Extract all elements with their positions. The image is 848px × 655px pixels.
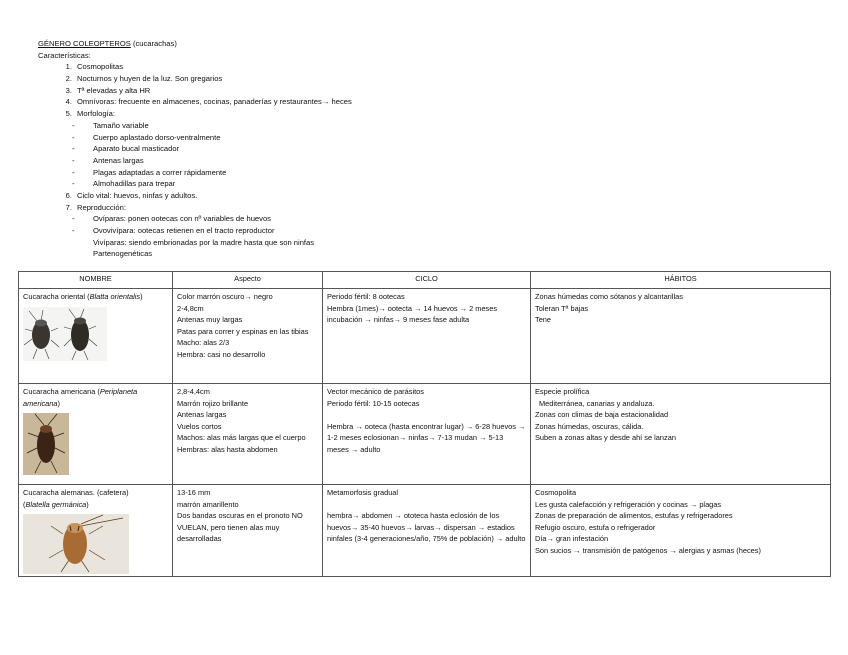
habitos-line: Les gusta calefacción y refrigeración y cocinas → plagas [535, 499, 722, 509]
sub-item: - Tamaño variable [72, 120, 149, 130]
habitos-line: Zonas húmedas, oscuras, cálida. [535, 421, 644, 431]
list-item [38, 96, 352, 108]
header-habitos: HÁBITOS [531, 272, 831, 289]
sub-item-text: Ovovivípara: ootecas retienen en el tracto reproductor [93, 226, 275, 235]
habitos-line: Son sucios → transmisión de patógenos → alergias y asmas (heces) [535, 545, 761, 555]
list-item [38, 85, 177, 97]
habitos-line: Especie prolífica [535, 387, 590, 396]
cell-ciclo [323, 384, 531, 485]
item-text: Nocturnos y huyen de la luz. Son gregarios [77, 74, 223, 84]
aspecto-line: Antenas largas [177, 410, 227, 420]
item-number: 5. [65, 109, 72, 119]
habitos-line: Refugio oscuro, estufa o refrigerador [535, 522, 656, 532]
cell-habitos [531, 485, 831, 577]
species-name: Cucaracha americana (Periplaneta americana) [23, 387, 138, 408]
ciclo-line: Periodo fértil: 8 ootecas [327, 292, 405, 301]
item-number: 2. [65, 74, 72, 84]
cell-ciclo [323, 485, 531, 577]
ciclo-line: hembra→ abdomen → ototeca hasta eclosión de los huevos→ 35-40 huevos→ larvas→ dispersan → estadios ninfales (3-4 generaciones/año, 75% de población) → adulto [327, 511, 526, 544]
sub-item-text: Partenogenéticas [93, 249, 153, 259]
sub-item: - Cuerpo aplastado dorso-ventralmente [72, 132, 221, 142]
sub-item: - Plagas adaptadas a correr rápidamente [72, 167, 227, 177]
cell-aspecto [173, 384, 323, 485]
species-name: Cucaracha oriental (Blatta orientalis) [23, 292, 143, 301]
cell-ciclo [323, 289, 531, 384]
table-row [19, 485, 831, 577]
cell-habitos [531, 384, 831, 485]
table-header-row [19, 272, 831, 289]
ciclo-line: Metamorfosis gradual [327, 488, 399, 497]
doc-title [38, 38, 177, 50]
aspecto-line: Hembra: casi no desarrollo [177, 349, 266, 359]
sub-item: - Aparato bucal masticador [72, 144, 180, 154]
title-suffix: (cucarachas) [130, 39, 177, 48]
sub-item: - Ovíparas: ponen ootecas con nº variables de huevos [72, 214, 271, 224]
item-number: 3. [65, 85, 72, 95]
habitos-line: Zonas húmedas como sótanos y alcantarillas [535, 292, 683, 301]
characteristics-heading: Características: [38, 50, 91, 60]
german-cockroach-photo [23, 514, 129, 574]
cockroach-table [18, 271, 831, 577]
habitos-line: Suben a zonas altas y desde ahí se lanzan [535, 433, 676, 443]
sub-item-text: Vivíparas: siendo embrionadas por la madre hasta que son ninfas [93, 237, 315, 247]
aspecto-line: 2,8-4,4cm [177, 387, 210, 396]
item-number: 7. [65, 202, 72, 212]
item-text: Cosmopolitas [77, 62, 124, 72]
habitos-line: Zonas de preparación de alimentos, estufas y refrigeradores [535, 511, 733, 521]
oriental-cockroach-photo [23, 307, 107, 361]
species-name: Cucaracha alemanas. (cafetera) (Blatella germánica) [23, 488, 129, 509]
sub-item-text: Tamaño variable [93, 120, 149, 130]
sub-item [38, 237, 315, 249]
aspecto-line: Macho: alas 2/3 [177, 338, 230, 348]
ciclo-line: Vector mecánico de parásitos [327, 387, 424, 396]
sub-item: - Ovovivípara: ootecas retienen en el tracto reproductor [72, 226, 275, 235]
sub-item [38, 248, 177, 260]
sub-item-text: Antenas largas [93, 155, 144, 165]
header-nombre: NOMBRE [19, 272, 173, 289]
item-number: 4. [65, 97, 72, 107]
aspecto-line: Patas para correr y espinas en las tibias [177, 326, 309, 336]
aspecto-line: marrón amarillento [177, 499, 239, 509]
habitos-line: Cosmopolita [535, 488, 577, 497]
cell-nombre [19, 384, 173, 485]
sub-item-text: Aparato bucal masticador [93, 144, 180, 154]
cell-habitos [531, 289, 831, 384]
item-number: 1. [65, 62, 72, 72]
list-item [38, 73, 223, 85]
aspecto-line: Vuelos cortos [177, 421, 222, 431]
habitos-line: Tene [535, 315, 552, 325]
header-ciclo: CICLO [323, 272, 531, 289]
header-aspecto: Aspecto [173, 272, 323, 289]
cell-nombre [19, 289, 173, 384]
title-text: GÉNERO COLEOPTEROS [38, 39, 131, 48]
sub-item-text: Almohadillas para trepar [93, 179, 176, 189]
ciclo-line: Hembra (1mes)→ ootecta → 14 huevos → 2 meses incubación → ninfas→ 9 meses fase adulta [327, 303, 498, 325]
cell-nombre [19, 485, 173, 577]
table-row [19, 384, 831, 485]
item-text: Reproducción: [77, 202, 126, 212]
list-item [38, 202, 177, 214]
item-text: Tª elevadas y alta HR [77, 85, 151, 95]
habitos-line: Mediterránea, canarias y andaluza. [539, 398, 655, 408]
item-text: Ciclo vital: huevos, ninfas y adultos. [77, 190, 198, 200]
item-text: Omnívoras: frecuente en almacenes, cocinas, panaderías y restaurantes→ heces [77, 97, 352, 107]
item-text: Morfología: [77, 109, 115, 119]
sub-item: - Antenas largas [72, 155, 144, 165]
aspecto-line: Hembras: alas hasta abdomen [177, 444, 278, 454]
ciclo-line: Hembra → ooteca (hasta encontrar lugar) → 6-28 huevos → 1-2 meses eclosionan→ ninfas→ 7-13 mudan → 5-13 meses → adulto [327, 421, 526, 454]
aspecto-line: Machos: alas más largas que el cuerpo [177, 433, 306, 443]
cell-aspecto [173, 289, 323, 384]
ciclo-line: Periodo fértil: 10-15 ootecas [327, 398, 420, 408]
table-row [19, 289, 831, 384]
list-item [38, 61, 177, 73]
list-item [38, 108, 177, 120]
sub-item: - Almohadillas para trepar [72, 179, 176, 189]
intro-section [38, 38, 352, 260]
sub-item-text: Cuerpo aplastado dorso-ventralmente [93, 132, 221, 142]
habitos-line: Zonas con climas de baja estacionalidad [535, 410, 669, 420]
cell-aspecto [173, 485, 323, 577]
habitos-line: Toleran Tª bajas [535, 303, 589, 313]
sub-item-text: Plagas adaptadas a correr rápidamente [93, 167, 227, 177]
aspecto-line: 13-16 mm [177, 488, 211, 497]
sub-item-text: Ovíparas: ponen ootecas con nº variables de huevos [93, 214, 271, 224]
aspecto-line: 2-4,8cm [177, 303, 204, 313]
list-item [38, 190, 198, 202]
habitos-line: Día→ gran infestación [535, 534, 609, 544]
aspecto-line: Dos bandas oscuras en el pronoto NO VUELAN, pero tienen alas muy desarrolladas [177, 511, 303, 544]
item-number: 6. [65, 190, 72, 200]
american-cockroach-photo [23, 413, 69, 475]
aspecto-line: Marrón rojizo brillante [177, 398, 249, 408]
aspecto-line: Antenas muy largas [177, 315, 243, 325]
aspecto-line: Color marrón oscuro→ negro [177, 292, 273, 301]
